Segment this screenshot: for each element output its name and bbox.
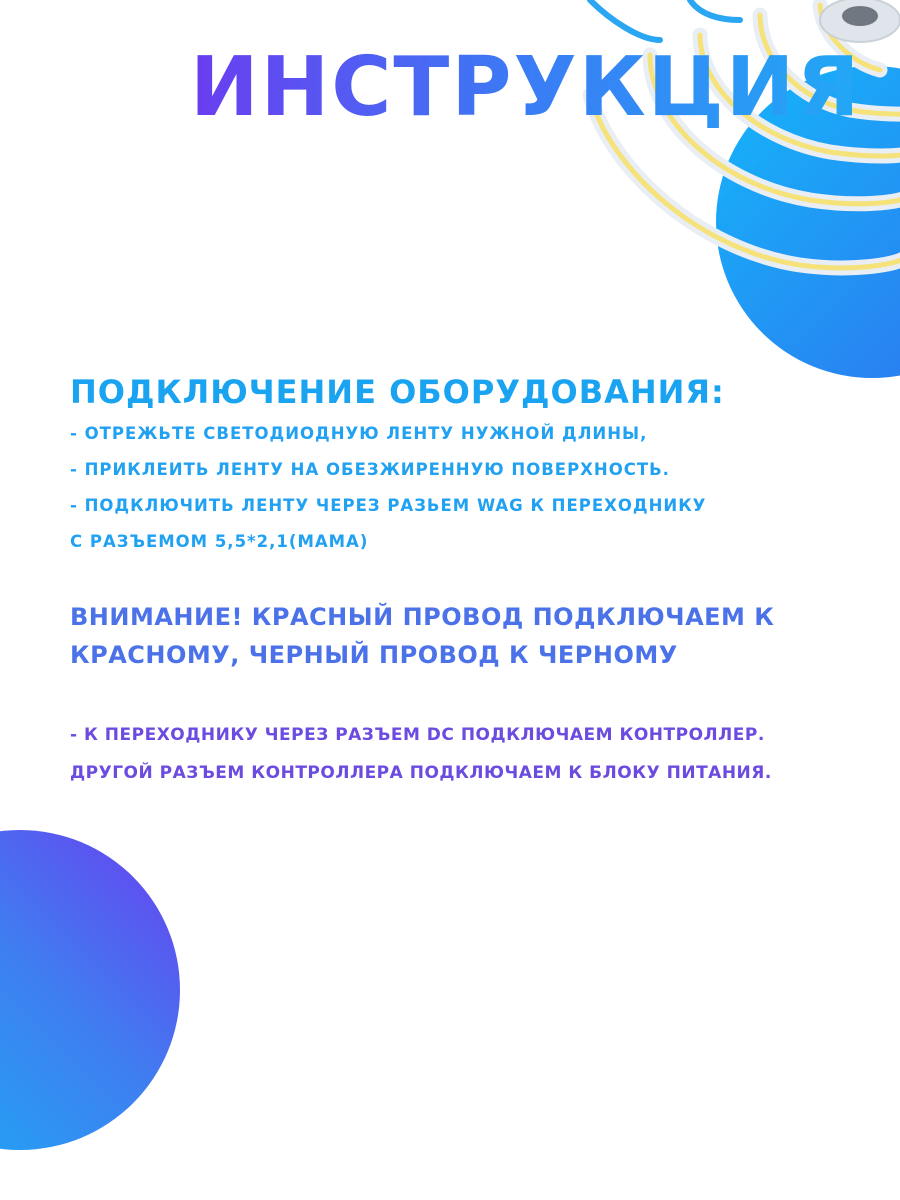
connection-steps	[70, 416, 870, 560]
step-1: - ОТРЕЖЬТЕ СВЕТОДИОДНУЮ ЛЕНТУ НУЖНОЙ ДЛИНЫ,	[70, 424, 648, 443]
warning-note	[70, 598, 870, 674]
warning-line-2: КРАСНОМУ, ЧЕРНЫЙ ПРОВОД К ЧЕРНОМУ	[70, 641, 678, 669]
step-3: - ПОДКЛЮЧИТЬ ЛЕНТУ ЧЕРЕЗ РАЗЬЕМ WAG К ПЕРЕХОДНИКУ	[70, 496, 707, 515]
controller-instructions	[70, 716, 870, 792]
step-2: - ПРИКЛЕИТЬ ЛЕНТУ НА ОБЕЗЖИРЕННУЮ ПОВЕРХНОСТЬ.	[70, 460, 670, 479]
controller-line-1: - К ПЕРЕХОДНИКУ ЧЕРЕЗ РАЗЪЕМ DC ПОДКЛЮЧАЕМ КОНТРОЛЛЕР.	[70, 725, 765, 745]
connection-heading: ПОДКЛЮЧЕНИЕ ОБОРУДОВАНИЯ:	[70, 373, 725, 411]
warning-line-1: ВНИМАНИЕ! КРАСНЫЙ ПРОВОД ПОДКЛЮЧАЕМ К	[70, 603, 775, 631]
step-3-continued: С РАЗЪЕМОМ 5,5*2,1(МАМА)	[70, 532, 369, 551]
controller-line-2: ДРУГОЙ РАЗЪЕМ КОНТРОЛЛЕРА ПОДКЛЮЧАЕМ К БЛОКУ ПИТАНИЯ.	[70, 763, 772, 783]
bottom-left-circle	[0, 830, 180, 1150]
page-title: ИНСТРУКЦИЯ	[190, 40, 862, 135]
instructions-body	[70, 368, 870, 792]
